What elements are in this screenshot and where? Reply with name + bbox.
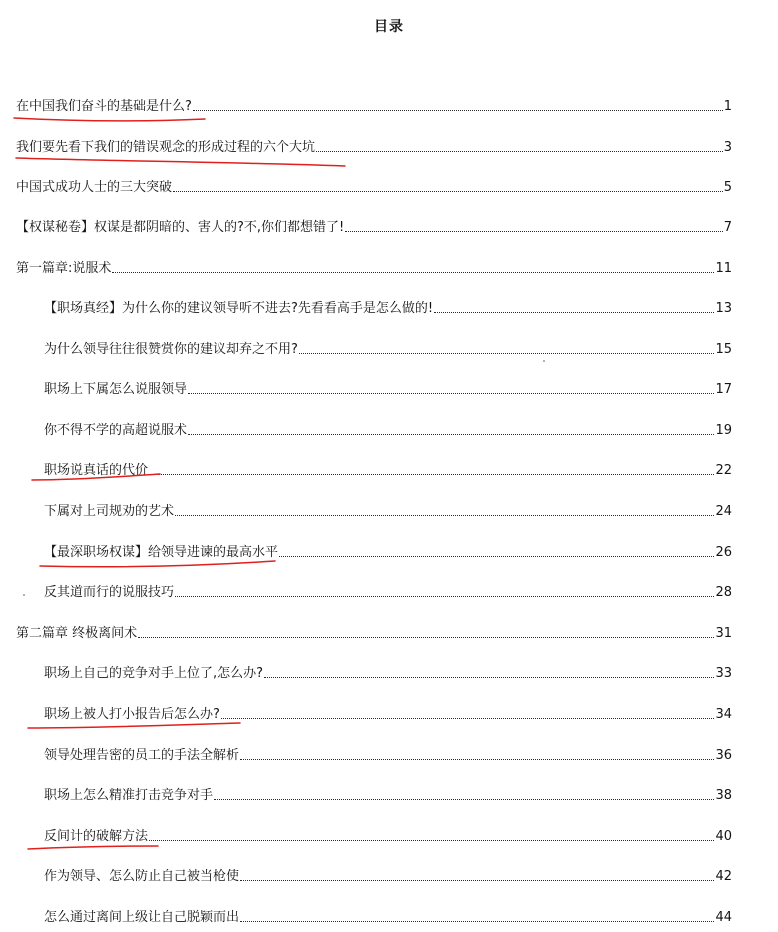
toc-entry-page: 5 <box>723 180 732 195</box>
dot-leader <box>345 231 722 232</box>
toc-entry-page: 34 <box>715 707 732 722</box>
toc-entry-label: 为什么领导往往很赞赏你的建议却弃之不用? <box>44 342 298 357</box>
toc-entry[interactable] <box>16 95 732 115</box>
dot-leader <box>240 880 714 881</box>
toc-entry-page: 7 <box>723 220 732 235</box>
dot-leader <box>240 921 714 922</box>
toc-entry-page: 1 <box>723 99 732 114</box>
toc-entry-page: 15 <box>715 342 732 357</box>
toc-entry[interactable] <box>44 338 732 358</box>
toc-entry-page: 22 <box>715 463 732 478</box>
dot-leader <box>299 353 715 354</box>
toc-entry-label: 领导处理告密的员工的手法全解析 <box>44 748 240 763</box>
toc-entry-label: 职场上怎么精准打击竞争对手 <box>44 788 214 803</box>
toc-entry-page: 33 <box>715 666 732 681</box>
toc-entry[interactable] <box>44 825 732 845</box>
toc-entry-label: 下属对上司规劝的艺术 <box>44 504 175 519</box>
toc-entry-page: 19 <box>715 423 732 438</box>
dot-leader <box>138 637 714 638</box>
toc-entry-label: 【职场真经】为什么你的建议领导听不进去?先看看高手是怎么做的! <box>44 301 434 316</box>
toc-entry[interactable] <box>44 378 732 398</box>
scan-speck <box>543 360 545 362</box>
toc-entry-page: 36 <box>715 748 732 763</box>
toc-entry[interactable] <box>44 500 732 520</box>
toc-entry[interactable] <box>16 176 732 196</box>
toc-entry[interactable] <box>44 581 732 601</box>
dot-leader <box>149 474 714 475</box>
toc-entry-label: 你不得不学的高超说服术 <box>44 423 188 438</box>
toc-entry-page: 17 <box>715 382 732 397</box>
toc-entry-page: 24 <box>715 504 732 519</box>
toc-entry-page: 31 <box>715 626 732 641</box>
toc-entry[interactable] <box>16 216 732 236</box>
toc-entry-label: 我们要先看下我们的错误观念的形成过程的六个大坑 <box>16 140 316 155</box>
toc-entry-label: 职场上自己的竞争对手上位了,怎么办? <box>44 666 264 681</box>
toc-entry-page: 44 <box>715 910 732 925</box>
toc-entry-label: 第二篇章 终极离间术 <box>16 626 138 641</box>
dot-leader <box>175 515 714 516</box>
toc-entry[interactable] <box>16 622 732 642</box>
dot-leader <box>112 272 714 273</box>
toc-entry-page: 26 <box>715 545 732 560</box>
dot-leader <box>434 312 714 313</box>
dot-leader <box>193 110 723 111</box>
toc-entry-label: 中国式成功人士的三大突破 <box>16 180 173 195</box>
toc-entry[interactable] <box>16 257 732 277</box>
toc-entry-page: 40 <box>715 829 732 844</box>
dot-leader <box>214 799 714 800</box>
toc-entry[interactable] <box>16 136 732 156</box>
toc-entry-label: 第一篇章:说服术 <box>16 261 112 276</box>
toc-entry[interactable] <box>44 541 732 561</box>
toc-entry-label: 职场上被人打小报告后怎么办? <box>44 707 220 722</box>
toc-entry[interactable] <box>44 419 732 439</box>
toc-entry[interactable] <box>44 459 732 479</box>
dot-leader <box>316 151 723 152</box>
toc-entry-page: 42 <box>715 869 732 884</box>
toc-entry[interactable] <box>44 744 732 764</box>
dot-leader <box>264 677 714 678</box>
toc-entry[interactable] <box>44 784 732 804</box>
toc-entry[interactable] <box>44 703 732 723</box>
toc-entry-page: 13 <box>715 301 732 316</box>
toc-entry-label: 【权谋秘卷】权谋是都阴暗的、害人的?不,你们都想错了! <box>16 220 345 235</box>
toc-entry-label: 职场说真话的代价 <box>44 463 149 478</box>
toc-title: 目录 <box>374 19 404 35</box>
toc-entry[interactable] <box>44 906 732 926</box>
toc-entry-page: 28 <box>715 585 732 600</box>
dot-leader <box>221 718 715 719</box>
dot-leader <box>149 840 714 841</box>
toc-entry[interactable] <box>44 865 732 885</box>
toc-entry[interactable] <box>44 662 732 682</box>
dot-leader <box>279 556 714 557</box>
toc-entry-page: 38 <box>715 788 732 803</box>
toc-entry-label: 作为领导、怎么防止自己被当枪使 <box>44 869 240 884</box>
dot-leader <box>173 191 723 192</box>
toc-entry-label: 在中国我们奋斗的基础是什么? <box>16 99 192 114</box>
toc-entry-page: 11 <box>715 261 732 276</box>
toc-entry-page: 3 <box>723 140 732 155</box>
toc-entry-label: 【最深职场权谋】给领导进谏的最高水平 <box>44 545 279 560</box>
toc-entry-label: 反其道而行的说服技巧 <box>44 585 175 600</box>
toc-entry-label: 怎么通过离间上级让自己脱颖而出 <box>44 910 240 925</box>
dot-leader <box>188 434 714 435</box>
toc-entry[interactable] <box>44 297 732 317</box>
toc-entry-label: 反间计的破解方法 <box>44 829 149 844</box>
dot-leader <box>240 759 714 760</box>
toc-entry-label: 职场上下属怎么说服领导 <box>44 382 188 397</box>
dot-leader <box>175 596 714 597</box>
scan-speck <box>23 594 25 596</box>
dot-leader <box>188 393 714 394</box>
